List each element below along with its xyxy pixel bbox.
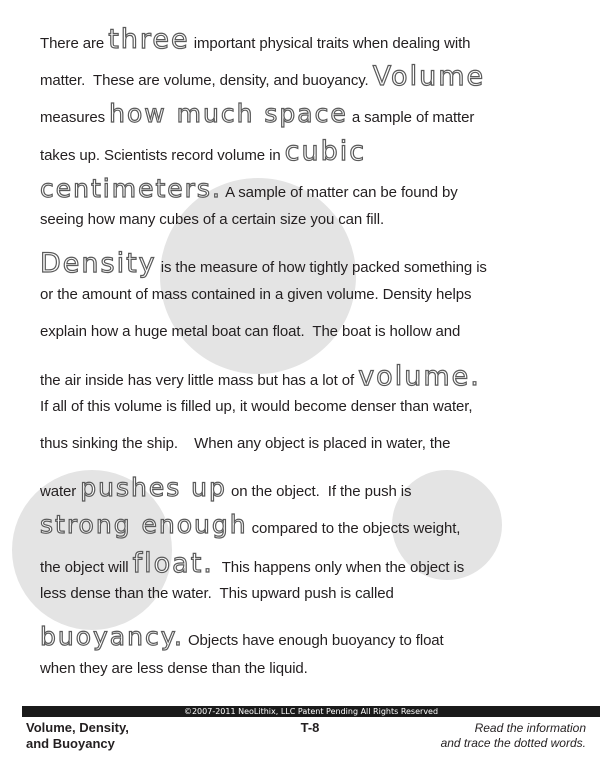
passage-line [40,548,600,584]
trace-word: pushes up [80,472,227,502]
passage-line [40,174,600,210]
passage-text: takes up. Scientists record volume in [40,147,285,165]
passage-line [40,585,600,621]
passage-text: water [40,482,81,500]
passage-text: thus sinking the ship. When any object is placed in water, the [40,435,451,453]
passage-text: There are [40,35,109,52]
passage-line [40,398,600,434]
passage-text: A sample of matter can be found by [221,183,458,201]
trace-word: centimeters. [40,173,222,203]
trace-word: Density [40,248,157,280]
passage-line [40,622,600,658]
passage-text: If all of this volume is filled up, it would become denser than water, [40,398,473,415]
passage-text: compared to the objects weight, [247,520,461,538]
worksheet-title [26,720,196,752]
passage-line [40,286,600,322]
trace-word: how much space [109,98,348,128]
worksheet-title-line2: and Buoyancy [26,736,115,751]
copyright-bar [22,706,600,717]
passage-text: or the amount of mass contained in a given volume. Density helps [40,285,472,303]
passage-line [40,361,600,397]
passage-text: the air inside has very little mass but has a lot of [40,371,359,389]
instructions-line1: Read the information [474,721,586,735]
passage-text: when they are less dense than the liquid. [40,659,308,677]
trace-word: strong enough [40,510,248,540]
trace-word: Volume [372,61,486,93]
trace-word: cubic [284,136,367,168]
passage-text: important physical traits when dealing with [189,35,471,52]
trace-word: float. [132,547,214,579]
trace-word: three [108,24,190,55]
passage-line [40,473,600,509]
passage-line [40,24,600,60]
passage-text: the object will [40,558,133,576]
passage-text: less dense than the water. This upward push is called [40,585,394,602]
instructions [366,721,586,751]
copyright-text: ©2007-2011 NeoLithix, LLC Patent Pending All Rights Reserved [183,707,439,716]
passage-line [40,510,600,546]
passage-text: matter. These are volume, density, and buoyancy. [40,72,373,90]
passage-line [40,211,600,247]
passage-line [40,660,600,696]
passage-line [40,248,600,284]
passage-text: Objects have enough buoyancy to float [183,632,444,650]
passage-line [40,136,600,172]
passage-text: is the measure of how tightly packed something is [156,259,487,277]
passage-line [40,435,600,471]
passage-text: on the object. If the push is [226,482,412,500]
passage-text: explain how a huge metal boat can float. The boat is hollow and [40,323,461,341]
passage-line [40,61,600,97]
worksheet-title-line1: Volume, Density, [26,720,129,735]
passage-text: a sample of matter [347,108,475,126]
passage-text: This happens only when the object is [213,558,465,576]
passage-line [40,99,600,135]
instructions-line2: and trace the dotted words. [440,736,586,750]
passage-text: measures [40,108,110,126]
page-number: T-8 [300,720,320,735]
trace-word: volume. [358,360,481,392]
trace-word: buoyancy. [40,622,184,652]
passage-text: seeing how many cubes of a certain size you can fill. [40,211,385,228]
passage-line [40,323,600,359]
